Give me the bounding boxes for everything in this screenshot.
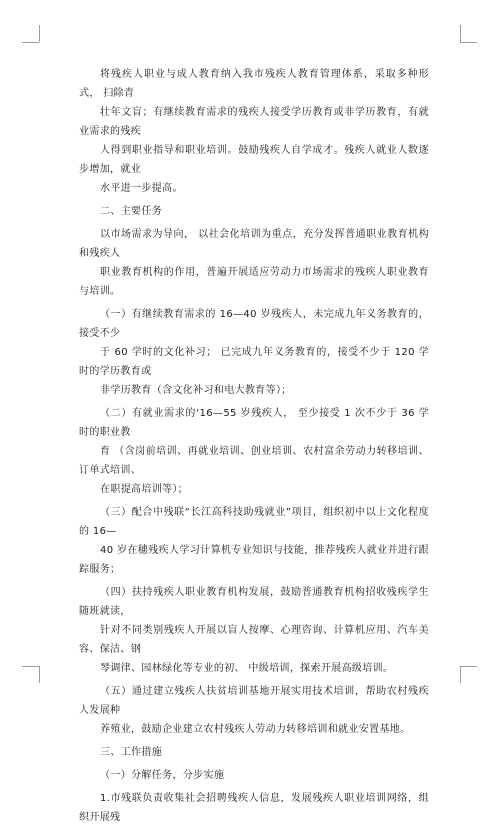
heading-text: （一）分解任务，分步实施: [100, 770, 225, 781]
text-line: 琴调律、园林绿化等专业的初、 中级培训，探索开展高级培训。: [100, 663, 394, 674]
text-line: （一）有继续教育需求的 16—40 岁残疾人，未完成九年义务教育的，接受不少: [79, 309, 429, 339]
text-line: （四）扶持残疾人职业教育机构发展，鼓励普通教育机构招收残疾学生随班就读，: [79, 587, 429, 617]
crop-mark-bottom-right-v: [460, 666, 461, 683]
paragraph-task-5: [79, 682, 429, 739]
section-heading-work-measures: [79, 743, 429, 762]
text-line: 水平进一步提高。: [100, 183, 183, 194]
section-heading-main-tasks: [79, 202, 429, 221]
paragraph-task-3: [79, 503, 429, 579]
crop-mark-top-left-h: [22, 42, 39, 43]
crop-mark-top-right-v: [460, 25, 461, 42]
text-line: 人得到职业指导和职业培训。鼓励残疾人自学成才。残疾人就业人数逐步增加，就业: [79, 145, 429, 175]
text-line: 在职提高培训等）；: [100, 484, 189, 495]
text-line: 职业教育机构的作用，普遍开展适应劳动力市场需求的残疾人职业教育与培训。: [79, 267, 429, 297]
paragraph-task-2: [79, 404, 429, 499]
text-line: 40 岁在穗残疾人学习计算机专业知识与技能，推荐残疾人就业并进行跟踪服务；: [79, 545, 429, 575]
text-line: 壮年文盲；有继续教育需求的残疾人接受学历教育或非学历教育，有就业需求的残疾: [79, 107, 429, 137]
text-line: 以市场需求为导向， 以社会化培训为重点，充分发挥普通职业教育机构和残疾人: [79, 229, 429, 259]
text-line: 养殖业，鼓励企业建立农村残疾人劳动力转移培训和就业安置基地。: [100, 724, 411, 735]
paragraph-market-orientation: [79, 225, 429, 301]
text-line: 于 60 学时的文化补习； 已完成九年义务教育的，接受不少于 120 学时的学历教育或: [79, 347, 429, 377]
document-body: [79, 65, 429, 831]
heading-text: 三、工作措施: [100, 747, 163, 758]
text-line: （二）有就业需求的‘16—55 岁残疾人， 至少接受 1 次不少于 36 学时的职业教: [79, 408, 429, 438]
paragraph-goals-summary: [79, 65, 429, 198]
heading-text: 二、主要任务: [100, 206, 163, 217]
text-line: 1.市残联负责收集社会招聘残疾人信息，发展残疾人职业培训网络，组织开展残: [79, 793, 429, 823]
crop-mark-top-left-v: [39, 25, 40, 42]
text-line: 非学历教育（含文化补习和电大教育等）；: [100, 385, 292, 396]
text-line: 针对不同类别残疾人开展以盲人按摩、心理咨询、计算机应用、汽车美容、保洁、钢: [79, 625, 429, 655]
text-line: 育 （含岗前培训、再就业培训、创业培训、农村富余劳动力转移培训、订单式培训、: [79, 446, 429, 476]
text-line: 将残疾人职业与成人教育纳入我市残疾人教育管理体系，采取多种形式， 扫除青: [79, 69, 429, 99]
text-line: （五）通过建立残疾人扶贫培训基地开展实用技术培训，帮助农村残疾人发展种: [79, 686, 429, 716]
crop-mark-bottom-right-h: [460, 666, 477, 667]
text-line: （三）配合中残联“长江高科技助残就业”项目，组织初中以上文化程度的 16—: [79, 507, 429, 537]
paragraph-task-1: [79, 305, 429, 400]
paragraph-task-4: [79, 583, 429, 678]
crop-mark-bottom-left-v: [39, 666, 40, 683]
subheading-decompose-tasks: [79, 766, 429, 785]
crop-mark-top-right-h: [460, 42, 477, 43]
crop-mark-bottom-left-h: [22, 666, 39, 667]
paragraph-measure-1: [79, 789, 429, 827]
